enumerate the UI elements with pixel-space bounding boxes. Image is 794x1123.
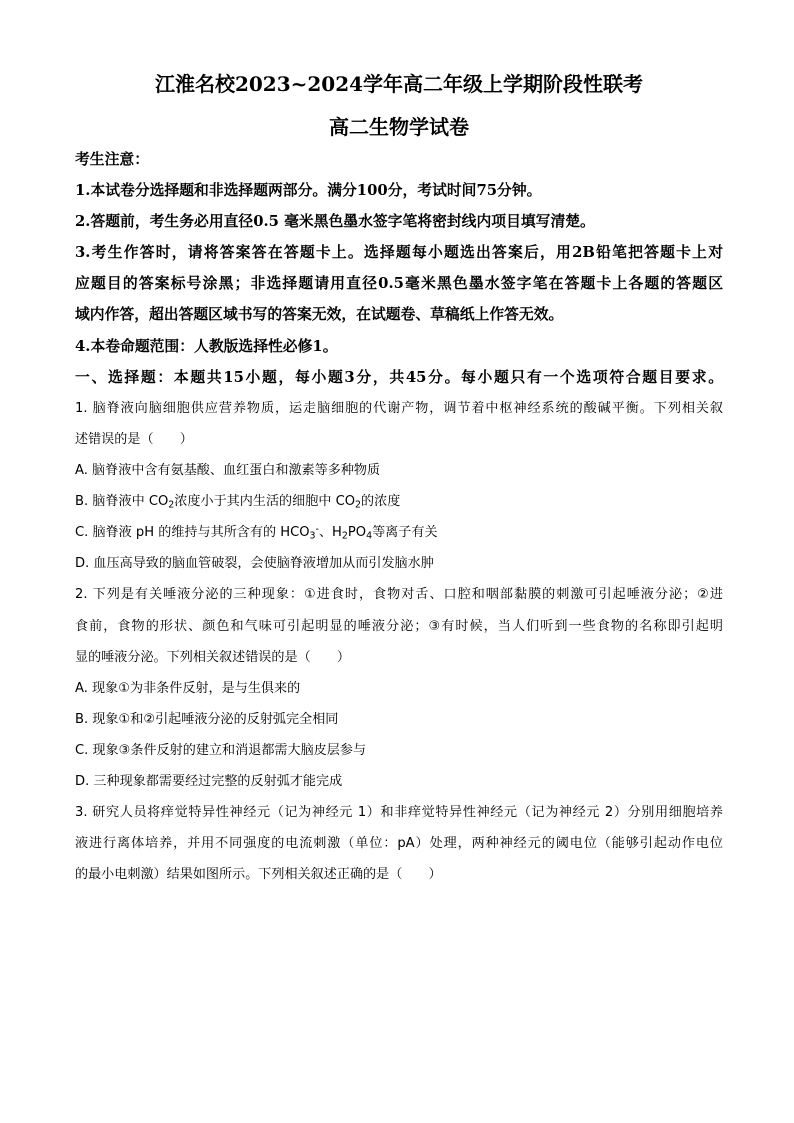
q1-option-b-text-3: 的浓度: [361, 494, 401, 509]
q2-option-d: D. 三种现象都需要经过完整的反射弧才能完成: [75, 774, 343, 789]
exam-subtitle: 高二生物学试卷: [329, 115, 469, 139]
notice-item-2: 2.答题前，考生务必用直径0.5 毫米黑色墨水签字笔将密封线内项目填写清楚。: [75, 213, 595, 230]
q1-stem-line-1: 1. 脑脊液向脑细胞供应营养物质，运走脑细胞的代谢产物，调节着中枢神经系统的酸碱平衡。下列相关叙: [75, 401, 723, 416]
q2-option-b: B. 现象①和②引起唾液分泌的反射弧完全相同: [75, 712, 339, 727]
q3-stem-line-2: 液进行离体培养，并用不同强度的电流刺激（单位：pA）处理，两种神经元的阈电位（能够引起动作电位: [75, 836, 723, 851]
q1-option-b-sub-1: 2: [168, 499, 175, 511]
q1-option-c-sub-3: 4: [366, 530, 373, 542]
q3-stem-line-3: 的最小电刺激）结果如图所示。下列相关叙述正确的是（ ）: [75, 867, 442, 882]
q1-option-b: [75, 492, 400, 512]
q1-option-c-sub-1: 3: [309, 530, 316, 542]
q1-option-d: D. 血压高导致的脑血管破裂，会使脑脊液增加从而引发脑水肿: [75, 556, 434, 571]
q1-option-c-text-1: C. 脑脊液 pH 的维持与其所含有的 HCO: [75, 525, 310, 540]
q1-option-b-sub-2: 2: [355, 499, 362, 511]
q2-option-c: C. 现象③条件反射的建立和消退都需大脑皮层参与: [75, 743, 367, 758]
q2-stem-line-3: 显的唾液分泌。下列相关叙述错误的是（ ）: [75, 650, 350, 665]
q1-option-c-text-2: 、H: [318, 525, 342, 540]
section-heading: 一、选择题：本题共15小题，每小题3分，共45分。每小题只有一个选项符合题目要求。: [75, 369, 723, 386]
exam-title: 江淮名校2023~2024学年高二年级上学期阶段性联考: [154, 72, 644, 96]
q2-stem-line-1: 2. 下列是有关唾液分泌的三种现象：①进食时，食物对舌、口腔和咽部黏膜的刺激可引起唾液分泌；②进: [75, 587, 723, 602]
q2-stem-line-2: 食前，食物的形状、颜色和气味可引起明显的唾液分泌；③有时候，当人们听到一些食物的名称即引起明: [75, 619, 723, 634]
q1-option-c-sub-2: 2: [341, 530, 348, 542]
q1-stem-line-2: 述错误的是（ ）: [75, 432, 193, 447]
q1-option-c-text-4: 等离子有关: [372, 525, 438, 540]
notice-item-4: 4.本卷命题范围：人教版选择性必修1。: [75, 338, 338, 355]
q3-stem-line-1: 3. 研究人员将痒觉特异性神经元（记为神经元 1）和非痒觉特异性神经元（记为神经元 2）分别用细胞培养: [75, 805, 723, 820]
q1-option-b-text-1: B. 脑脊液中 CO: [75, 494, 169, 509]
notice-item-3-line-2: 应题目的答案标号涂黑；非选择题请用直径0.5毫米黑色墨水签字笔在答题卡上各题的答题区: [75, 275, 723, 292]
notice-item-1: 1.本试卷分选择题和非选择题两部分。满分100分，考试时间75分钟。: [75, 182, 542, 199]
q1-option-c-sup-1: -: [315, 523, 319, 535]
notice-item-3-line-3: 域内作答，超出答题区域书写的答案无效，在试题卷、草稿纸上作答无效。: [75, 306, 564, 323]
q1-option-c-text-3: PO: [347, 525, 367, 540]
q1-option-b-text-2: 浓度小于其内生活的细胞中 CO: [174, 494, 356, 509]
notice-item-3-line-1: 3.考生作答时，请将答案答在答题卡上。选择题每小题选出答案后，用2B铅笔把答题卡上对: [75, 244, 723, 261]
q2-option-a: A. 现象①为非条件反射，是与生俱来的: [75, 681, 301, 696]
q1-option-c: [75, 523, 438, 543]
notice-heading: 考生注意：: [75, 151, 149, 168]
q1-option-a: A. 脑脊液中含有氨基酸、血红蛋白和激素等多种物质: [75, 463, 381, 478]
